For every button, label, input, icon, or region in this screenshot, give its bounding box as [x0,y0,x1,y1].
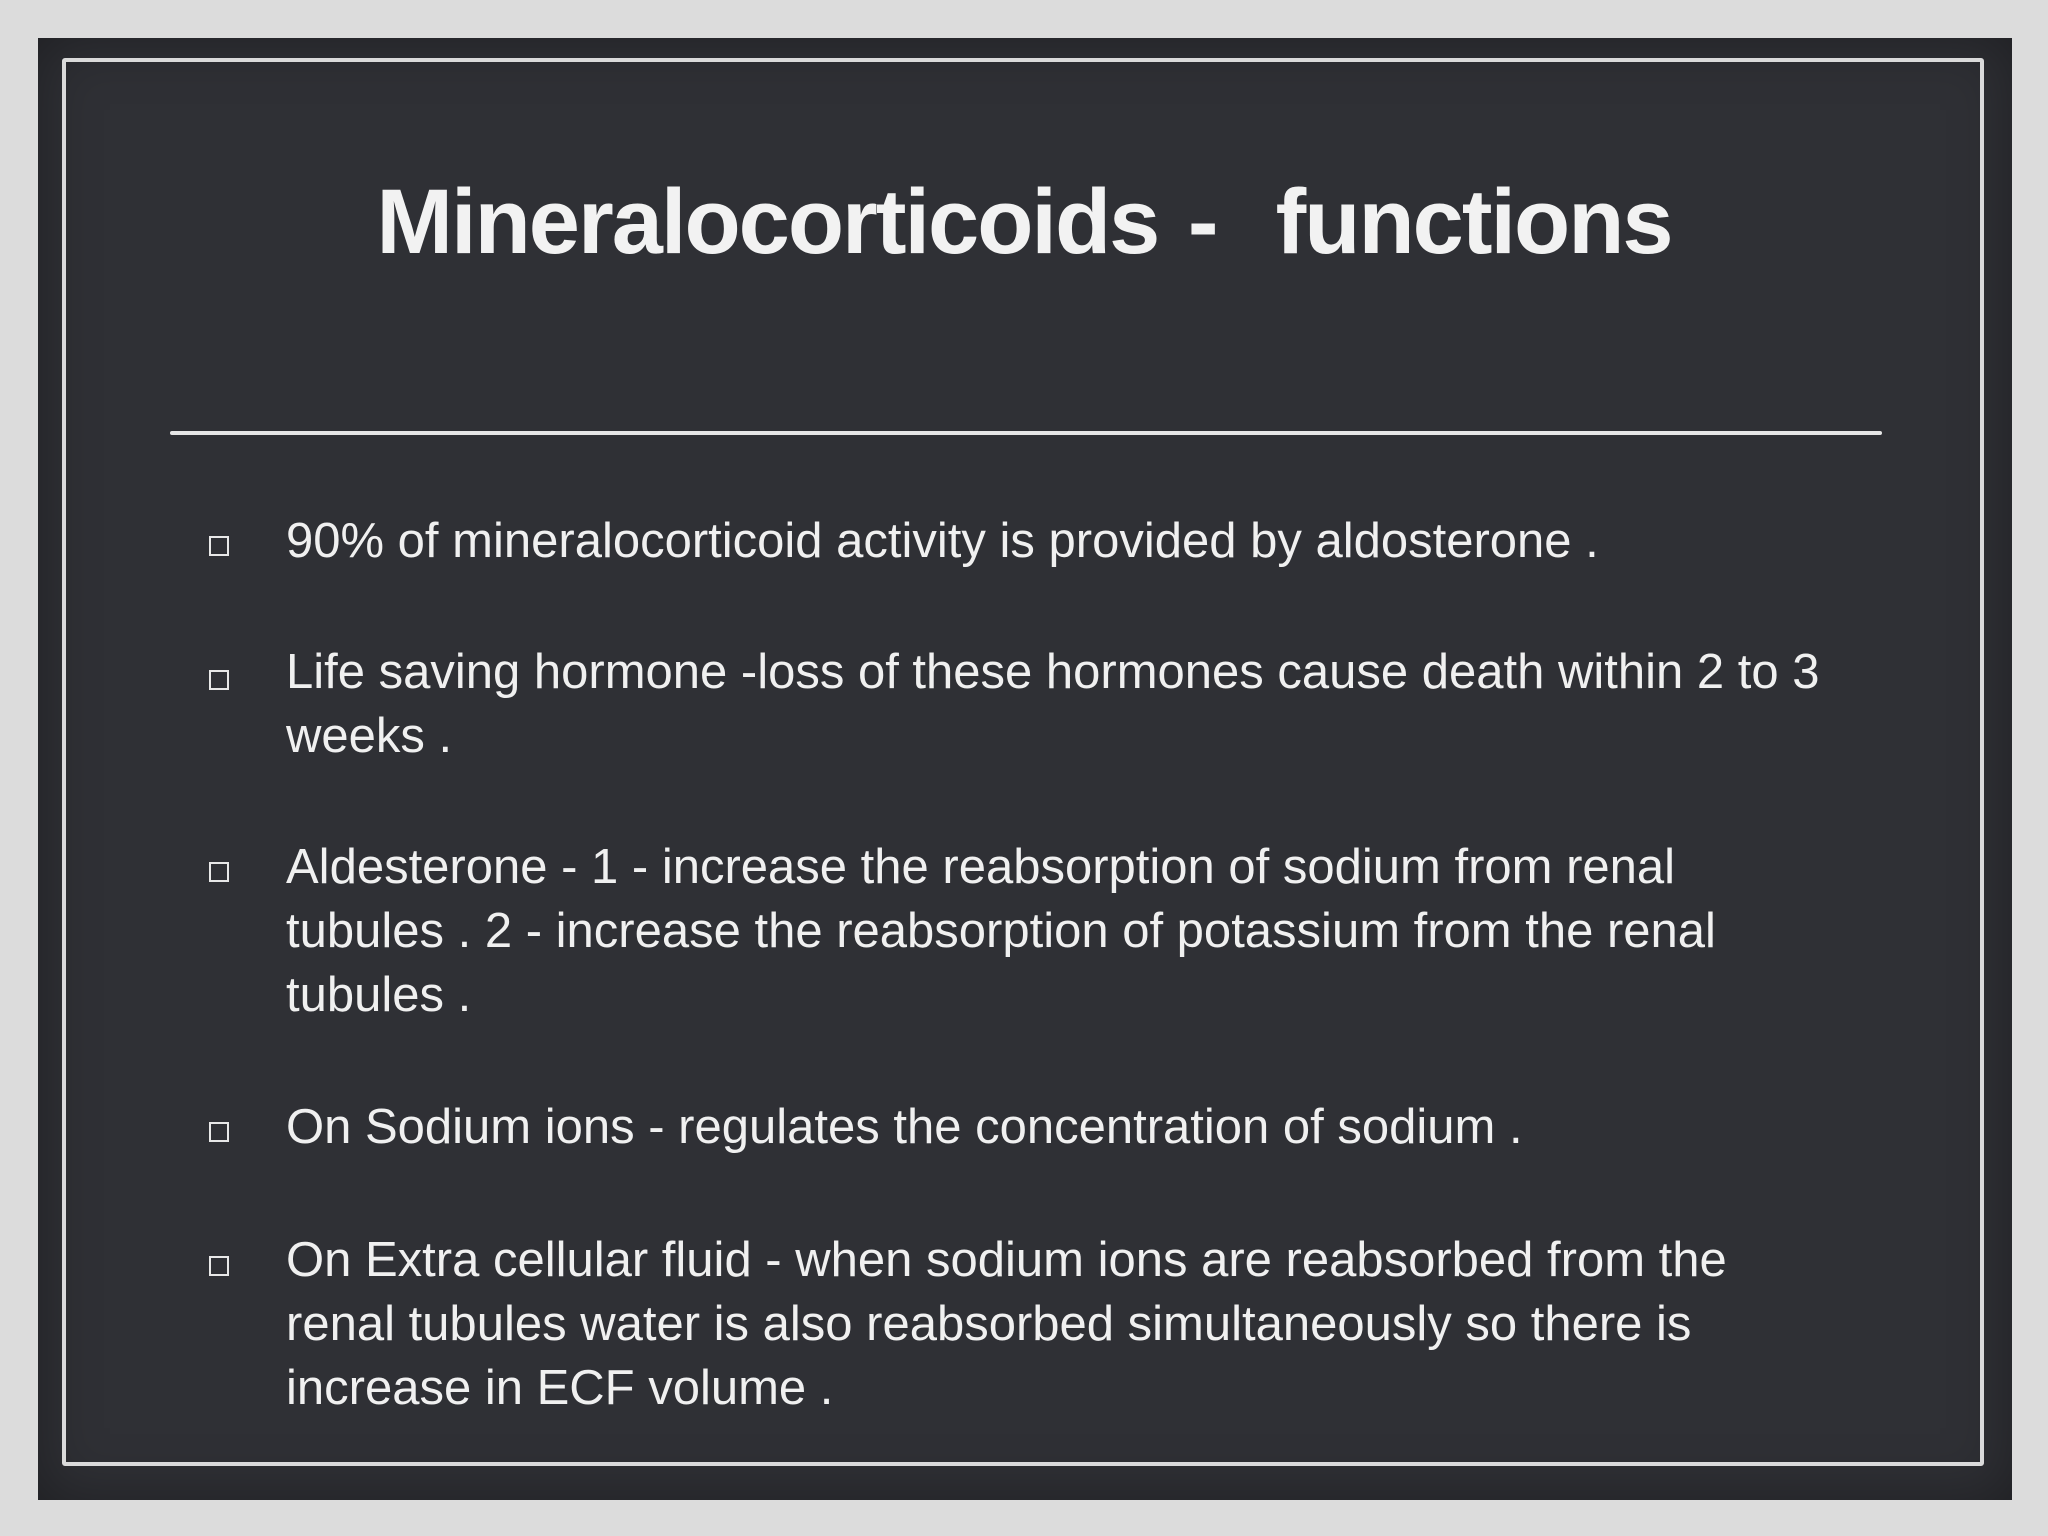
checkbox-bullet-icon [209,1122,229,1142]
bullet-text: On Extra cellular fluid - when sodium ions are reabsorbed from the renal tubules water is also reabsorbed simultaneously so there is increase in ECF volume . [286,1233,1727,1415]
bullet-text: Aldesterone - 1 - increase the reabsorption of sodium from renal tubules . 2 - increase the reabsorption of potassium from the renal tubules . [286,840,1716,1022]
bullet-text: On Sodium ions - regulates the concentration of sodium . [286,1100,1523,1154]
checkbox-bullet-icon [209,670,229,690]
checkbox-bullet-icon [209,536,229,556]
slide-title: Mineralocorticoids - functions [376,171,1672,273]
bullet-text: Life saving hormone -loss of these hormones cause death within 2 to 3 weeks . [286,645,1820,763]
checkbox-bullet-icon [209,862,229,882]
bullet-text: 90% of mineralocorticoid activity is provided by aldosterone . [286,514,1599,568]
checkbox-bullet-icon [209,1256,229,1276]
